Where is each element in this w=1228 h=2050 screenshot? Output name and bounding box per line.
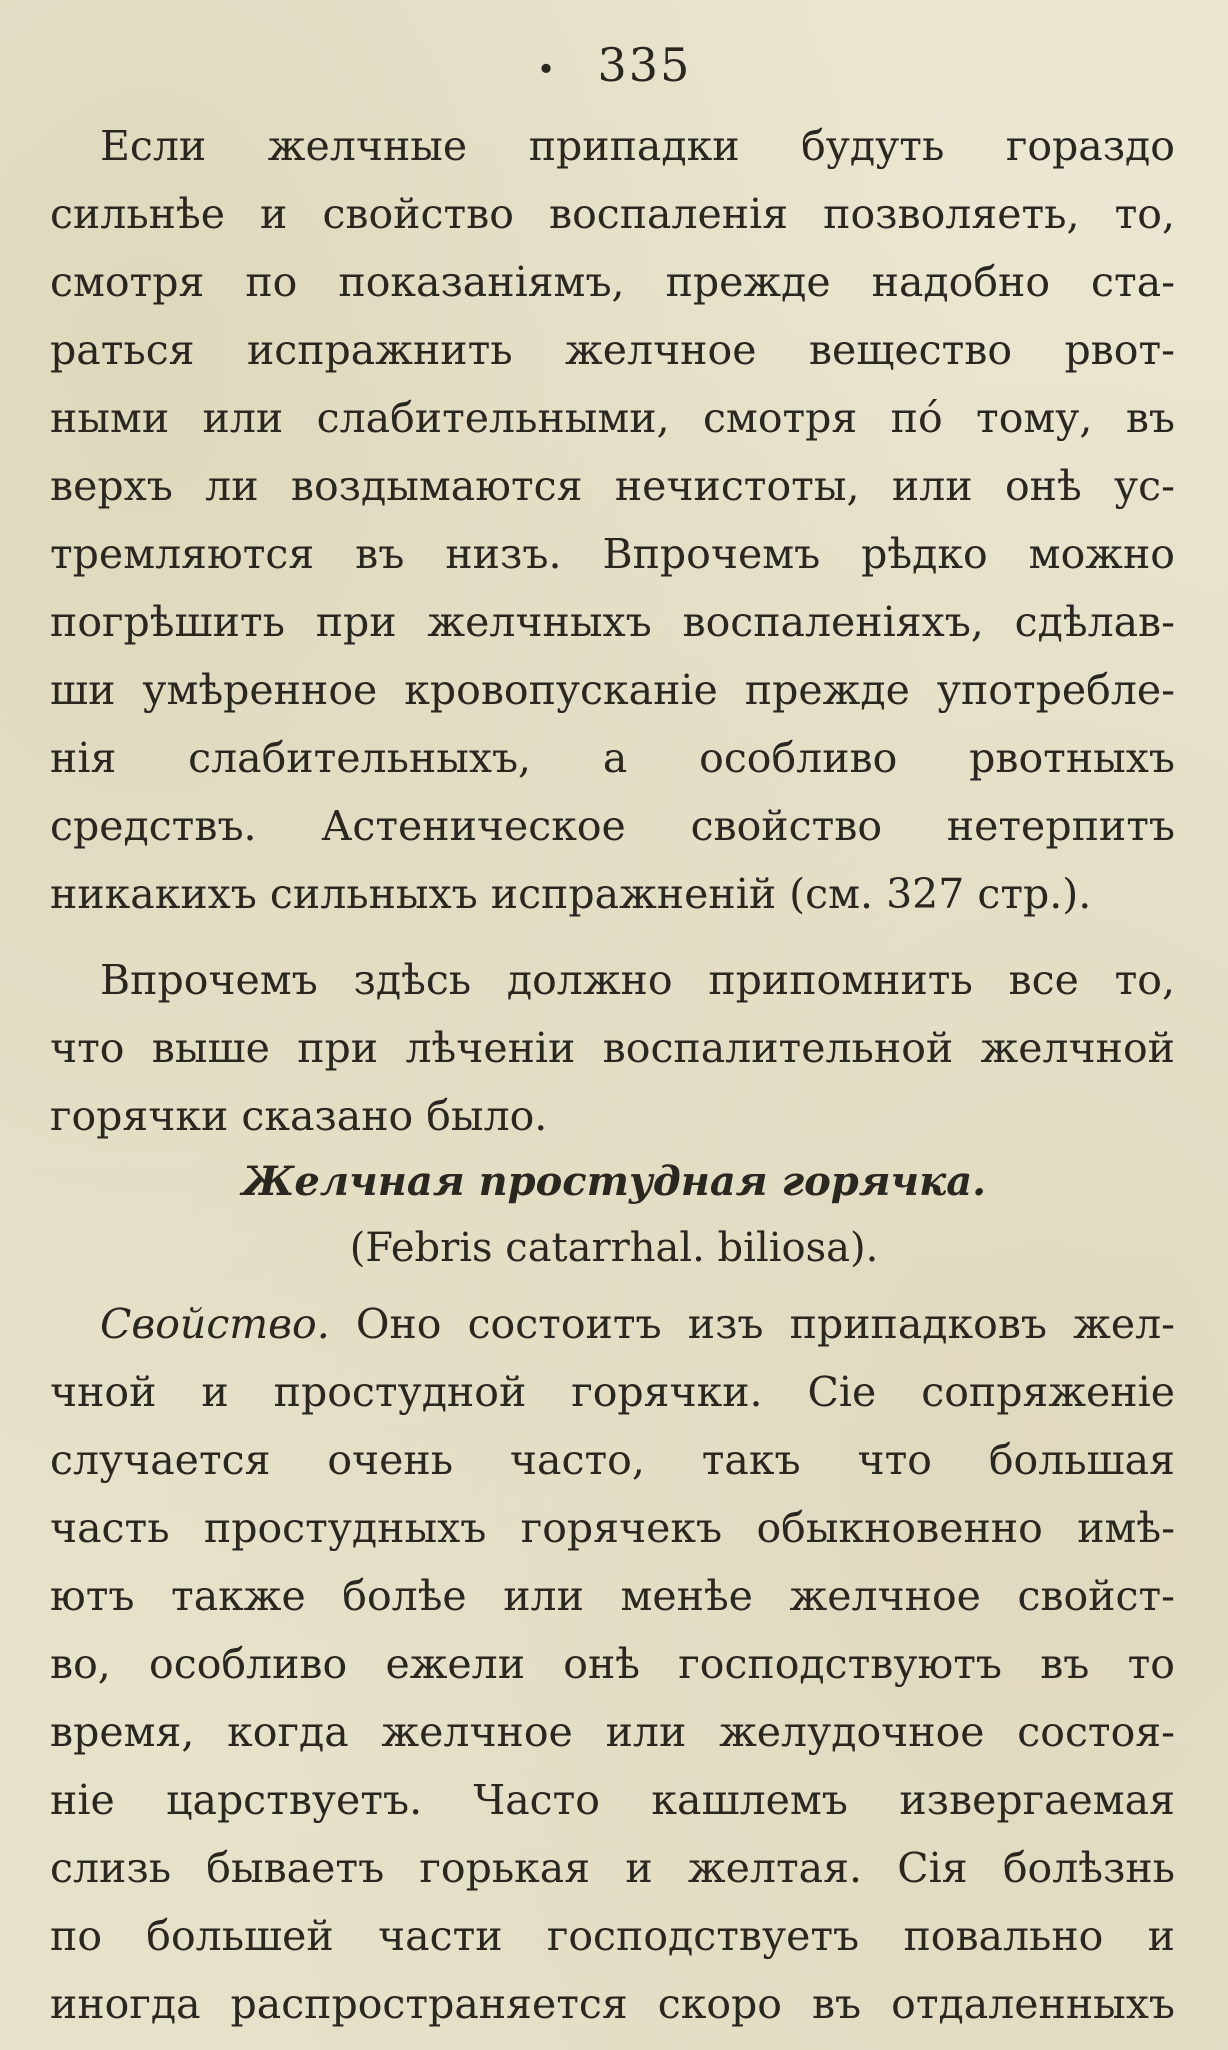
paragraph-line: слизь бываетъ горькая и желтая. Сія болѣзнь: [50, 1844, 1175, 1892]
paragraph-line: средствъ. Астеническое свойство нетерпитъ: [50, 802, 1175, 850]
page-number-dot: •: [536, 50, 558, 88]
paragraph-line: по большей части господствуетъ повально и: [50, 1912, 1175, 1960]
paragraph-line: никакихъ сильныхъ испражненій (см. 327 стр.).: [50, 870, 1092, 918]
paragraph-line: что выше при лѣченіи воспалительной желчной: [50, 1024, 1175, 1072]
paragraph-line: горячки сказано было.: [50, 1092, 548, 1140]
paragraph-line: ніе царствуетъ. Часто кашлемъ извергаемая: [50, 1776, 1175, 1824]
section-latin-title: (Febris catarrhal. biliosa).: [349, 1225, 879, 1271]
paragraph-line-first: [50, 1290, 1175, 1358]
paragraph-line: ши умѣренное кровопусканіе прежде употребле-: [50, 666, 1175, 714]
paragraph-1: [50, 112, 1175, 928]
paragraph-line: время, когда желчное или желудочное состоя-: [50, 1708, 1175, 1756]
paragraph-3: [50, 1290, 1175, 2038]
paragraph-line: чной и простудной горячки. Сіе сопряженіе: [50, 1368, 1175, 1416]
paragraph-lead-word: Свойство.: [100, 1300, 330, 1348]
paragraph-line-rest: Оно состоитъ изъ припадковъ жел-: [329, 1300, 1175, 1348]
paragraph-line: тремляются въ низъ. Впрочемъ рѣдко можно: [50, 530, 1175, 578]
paragraph-line: ютъ также болѣе или менѣе желчное свойст-: [50, 1572, 1175, 1620]
paragraph-line: случается очень часто, такъ что большая: [50, 1436, 1175, 1484]
paragraph-line: Впрочемъ здѣсь должно припомнить все то,: [100, 956, 1175, 1004]
paragraph-line: верхъ ли воздымаются нечистоты, или онѣ ус-: [50, 462, 1175, 510]
paragraph-line: ными или слабительными, смотря по́ тому, въ: [50, 394, 1175, 442]
paragraph-line: погрѣшить при желчныхъ воспаленіяхъ, сдѣлав-: [50, 598, 1175, 646]
page-number-value: 335: [597, 38, 692, 92]
paragraph-line: Если желчные припадки будуть гораздо: [100, 122, 1175, 170]
page-number: [0, 38, 1228, 92]
paragraph-line: часть простудныхъ горячекъ обыкновенно имѣ-: [50, 1504, 1175, 1552]
paragraph-line: иногда распространяется скоро въ отдаленныхъ: [50, 1980, 1175, 2028]
section-title: Желчная простудная горячка.: [241, 1158, 987, 1205]
paragraph-2: [50, 946, 1175, 1150]
paragraph-line: во, особливо ежели онѣ господствуютъ въ то: [50, 1640, 1175, 1688]
paragraph-line: раться испражнить желчное вещество рвот-: [50, 326, 1175, 374]
paragraph-line: нія слабительныхъ, а особливо рвотныхъ: [50, 734, 1175, 782]
paragraph-line: сильнѣе и свойство воспаленія позволяеть, то,: [50, 190, 1175, 238]
paragraph-line: смотря по показаніямъ, прежде надобно ста-: [50, 258, 1175, 306]
